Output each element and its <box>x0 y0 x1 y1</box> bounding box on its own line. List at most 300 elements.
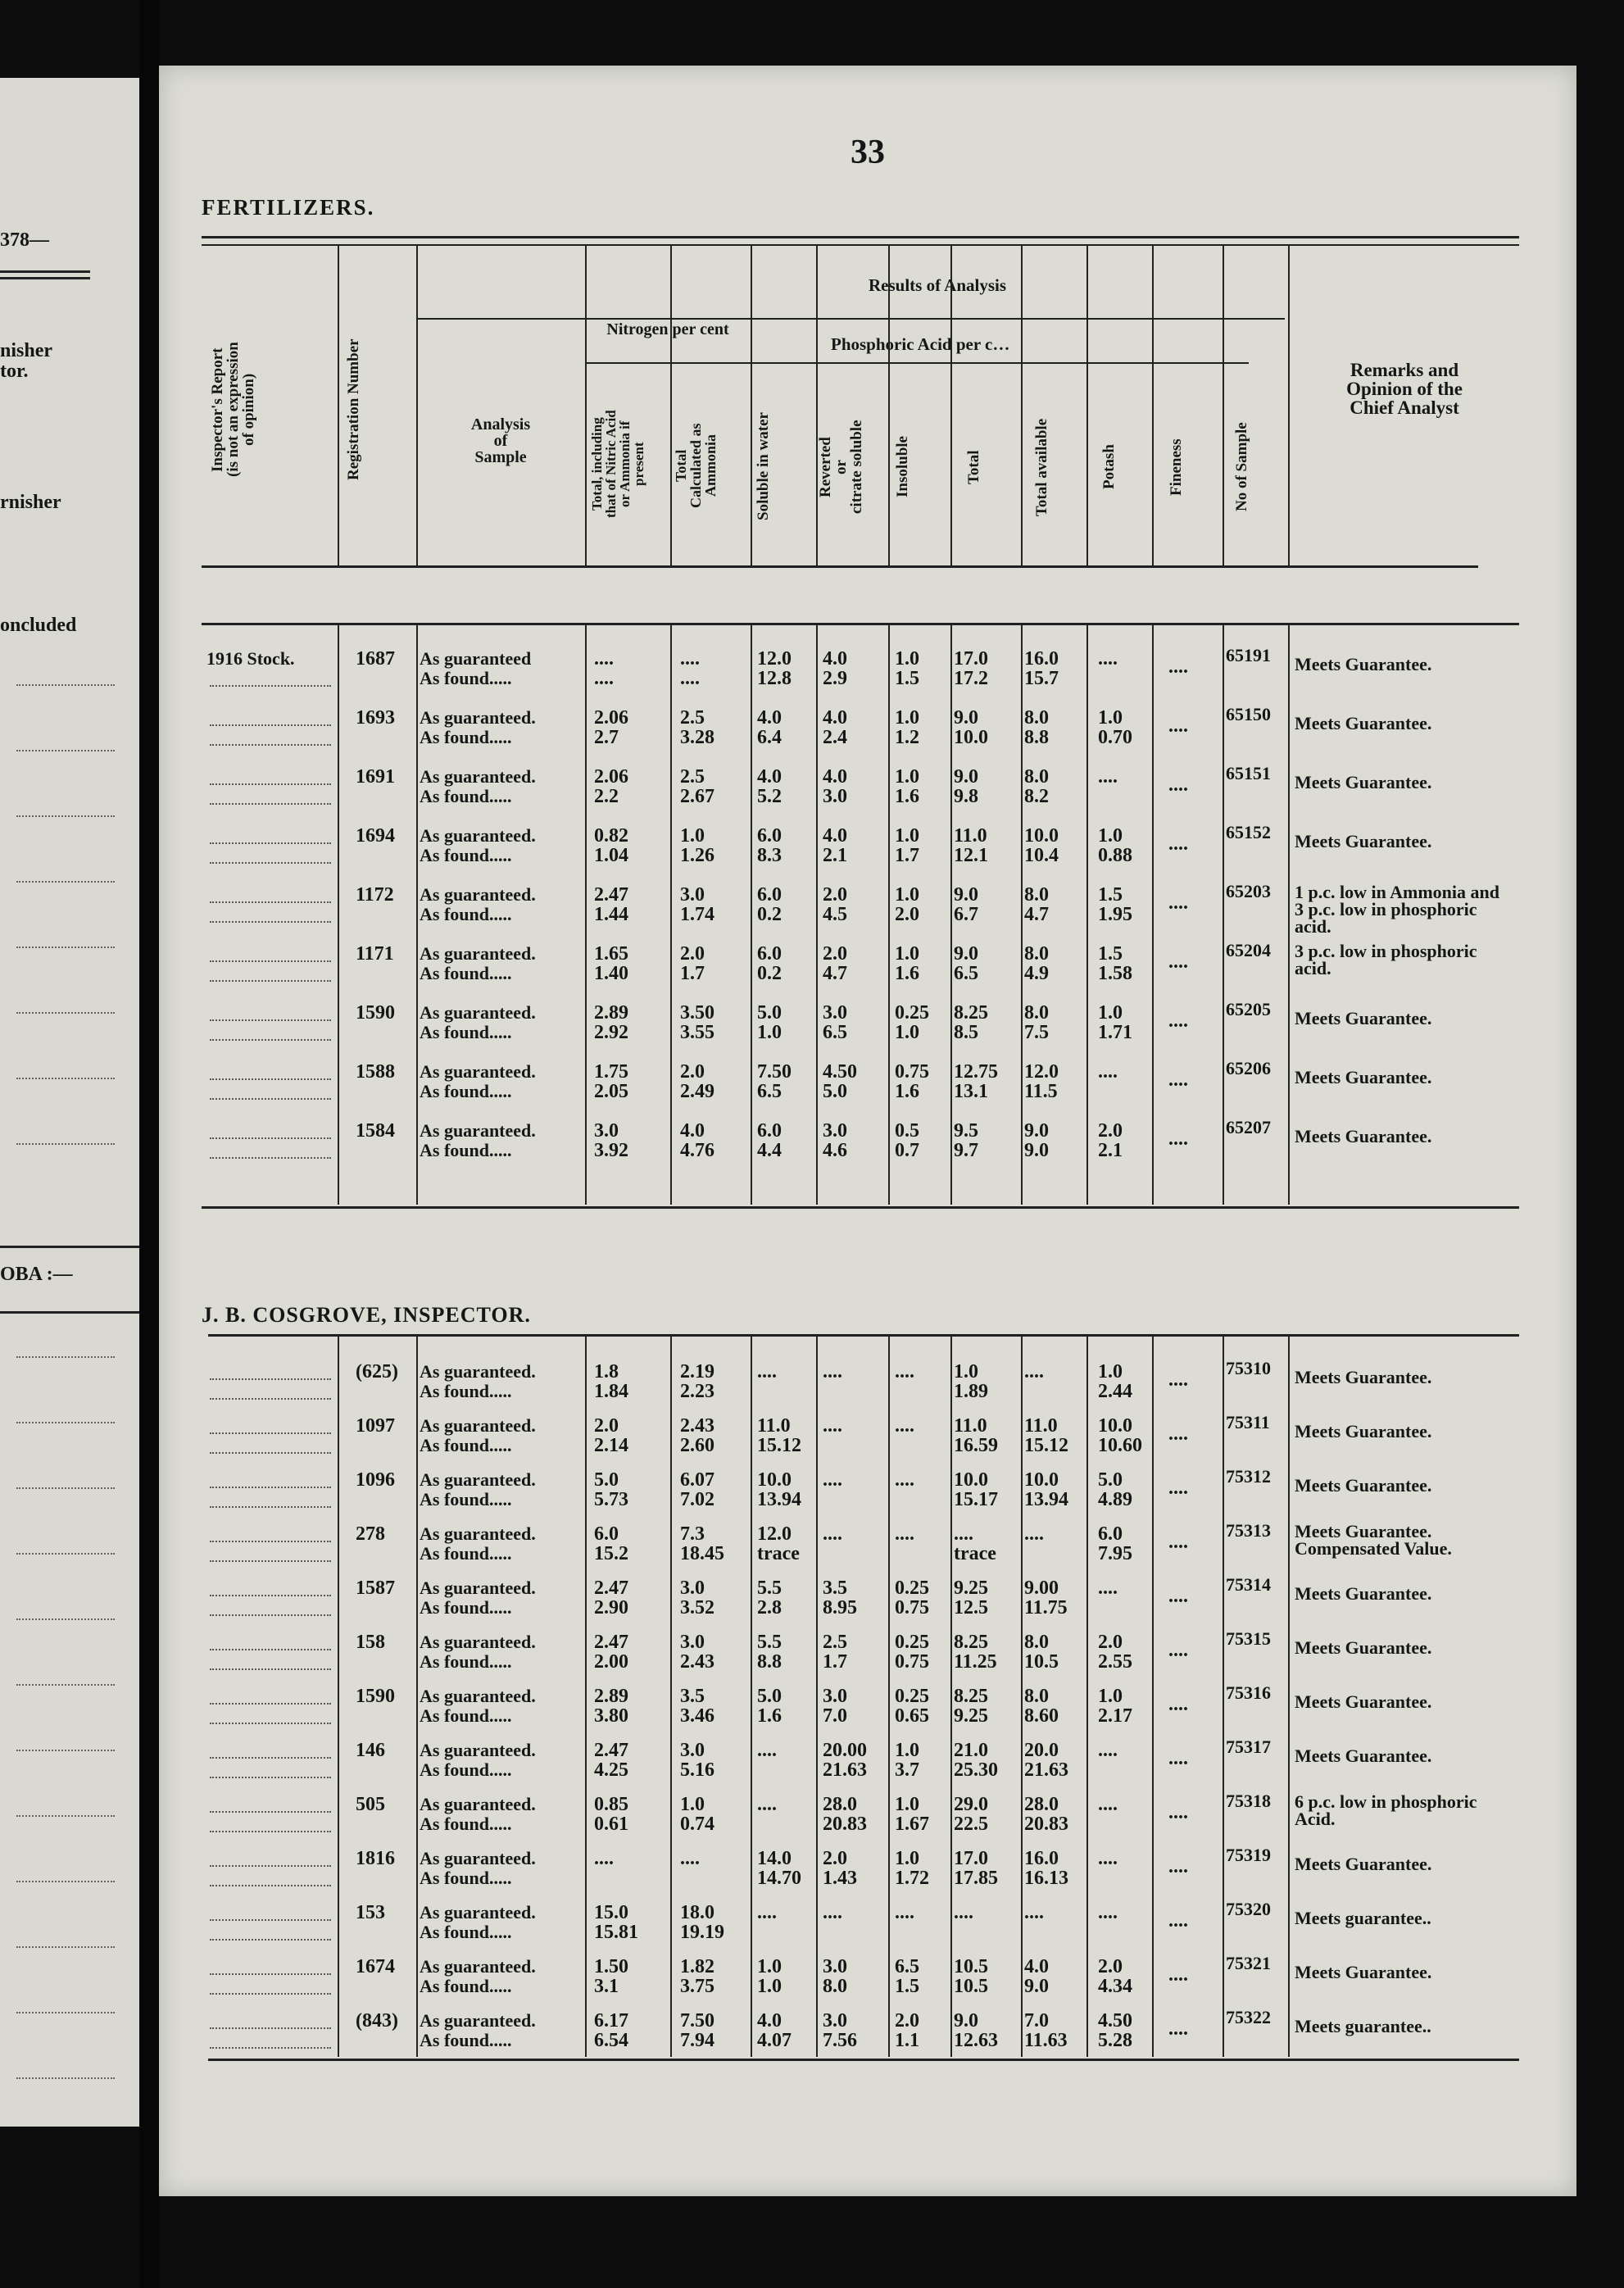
column-divider <box>338 624 339 1205</box>
value-guaranteed: 0.25 <box>895 1578 929 1599</box>
column-divider <box>950 1336 952 2057</box>
value-guaranteed: 3.0 <box>823 1002 847 1024</box>
registration-number: 1587 <box>356 1578 395 1599</box>
value-found: 6.5 <box>757 1081 782 1102</box>
dotted-leader <box>210 960 331 962</box>
sample-number: 65152 <box>1226 822 1271 842</box>
header-sample-number: No of Sample <box>1233 422 1250 512</box>
column-divider <box>670 246 672 565</box>
inspector-report-cell: 1916 Stock. <box>206 648 295 669</box>
value-guaranteed: 2.47 <box>594 1740 628 1761</box>
left-page-text: rnisher <box>0 492 61 513</box>
value-guaranteed: 9.25 <box>954 1578 988 1599</box>
column-divider <box>1288 624 1290 1205</box>
value-found: 10.0 <box>954 727 988 748</box>
header-phosphoric-acid: Phosphoric Acid per c… <box>831 334 1010 354</box>
dotted-leader <box>210 1487 331 1488</box>
column-divider <box>1223 246 1224 565</box>
value-guaranteed: 8.25 <box>954 1686 988 1707</box>
header-insoluble: Insoluble <box>894 436 911 498</box>
value-guaranteed: .... <box>757 1361 777 1382</box>
value-guaranteed: 9.0 <box>954 766 978 788</box>
value-found: 2.67 <box>680 786 714 807</box>
value-guaranteed: 6.0 <box>757 1120 782 1142</box>
value-guaranteed: 0.25 <box>895 1686 929 1707</box>
dotted-leader <box>210 2027 331 2029</box>
value-guaranteed: 1.0 <box>954 1361 978 1382</box>
value-guaranteed: 1.0 <box>895 884 919 906</box>
value-guaranteed: 8.0 <box>1024 943 1049 965</box>
value-found: 2.7 <box>594 727 619 748</box>
fineness-value: .... <box>1168 1856 1188 1877</box>
value-found: 4.34 <box>1098 1976 1132 1997</box>
dotted-leader <box>210 1919 331 1921</box>
value-found: 4.89 <box>1098 1489 1132 1510</box>
value-guaranteed: 9.0 <box>954 2010 978 2032</box>
value-found: 0.2 <box>757 904 782 925</box>
remark-text: Meets Guarantee. <box>1295 1583 1432 1604</box>
value-guaranteed: 1.0 <box>895 707 919 729</box>
header-soluble-in-water: Soluble in water <box>755 412 772 520</box>
value-found: 10.5 <box>1024 1651 1059 1673</box>
value-guaranteed: 2.0 <box>594 1415 619 1437</box>
value-guaranteed: 3.0 <box>823 1686 847 1707</box>
value-guaranteed: 6.5 <box>895 1956 919 1977</box>
column-divider <box>816 1336 818 2057</box>
registration-number: 146 <box>356 1740 385 1761</box>
analysis-found-label: As found..... <box>420 1140 512 1160</box>
analysis-guaranteed-label: As guaranteed. <box>420 1061 536 1082</box>
value-guaranteed: 1.0 <box>1098 707 1123 729</box>
value-found: 2.2 <box>594 786 619 807</box>
column-divider <box>585 246 587 565</box>
value-guaranteed: .... <box>823 1902 842 1923</box>
remark-text: Meets Guarantee. <box>1295 1067 1432 1087</box>
value-guaranteed: 7.0 <box>1024 2010 1049 2032</box>
analysis-guaranteed-label: As guaranteed. <box>420 884 536 905</box>
dotted-leader <box>210 2047 331 2049</box>
column-divider <box>1021 1336 1023 2057</box>
value-guaranteed: .... <box>895 1469 914 1491</box>
sample-number: 75319 <box>1226 1845 1271 1865</box>
value-guaranteed: 2.0 <box>680 1061 705 1083</box>
value-guaranteed: 2.0 <box>1098 1120 1123 1142</box>
dotted-leader <box>210 1541 331 1542</box>
value-guaranteed: .... <box>823 1361 842 1382</box>
header-total: Total <box>965 450 982 484</box>
value-found: 12.63 <box>954 2030 998 2051</box>
value-guaranteed: 2.0 <box>823 884 847 906</box>
remark-text: Meets Guarantee. <box>1295 1421 1432 1441</box>
value-guaranteed: 4.0 <box>823 825 847 847</box>
value-guaranteed: 10.5 <box>954 1956 988 1977</box>
left-page-text: nisher <box>0 340 53 361</box>
analysis-found-label: As found..... <box>420 1022 512 1042</box>
value-guaranteed: 1.0 <box>895 943 919 965</box>
value-guaranteed: .... <box>594 648 614 670</box>
value-found: 2.55 <box>1098 1651 1132 1673</box>
value-guaranteed: 5.5 <box>757 1632 782 1653</box>
header-rule-top <box>202 244 1519 246</box>
remark-text: Meets guarantee.. <box>1295 1908 1431 1928</box>
analysis-guaranteed-label: As guaranteed. <box>420 1578 536 1598</box>
value-guaranteed: 1.0 <box>1098 1361 1123 1382</box>
left-page-dots <box>16 1946 115 1948</box>
analysis-found-label: As found..... <box>420 1976 512 1996</box>
value-guaranteed: 8.25 <box>954 1632 988 1653</box>
analysis-found-label: As found..... <box>420 668 512 688</box>
value-found: 1.0 <box>895 1022 919 1043</box>
value-found: 9.0 <box>1024 1976 1049 1997</box>
value-found: 1.5 <box>895 668 919 689</box>
column-divider <box>888 624 890 1205</box>
value-found: 8.2 <box>1024 786 1049 807</box>
value-found: 13.1 <box>954 1081 988 1102</box>
value-guaranteed: 1.5 <box>1098 943 1123 965</box>
value-found: 9.25 <box>954 1705 988 1727</box>
value-guaranteed: 4.0 <box>757 2010 782 2032</box>
remark-text: 1 p.c. low in Ammonia and 3 p.c. low in phosphoric acid. <box>1295 882 1499 937</box>
value-found: 2.92 <box>594 1022 628 1043</box>
value-found: 6.54 <box>594 2030 628 2051</box>
registration-number: (843) <box>356 2010 398 2032</box>
value-guaranteed: 0.5 <box>895 1120 919 1142</box>
value-found: 15.81 <box>594 1922 638 1943</box>
value-guaranteed: .... <box>1098 1578 1118 1599</box>
value-guaranteed: 12.0 <box>1024 1061 1059 1083</box>
value-guaranteed: 7.3 <box>680 1523 705 1545</box>
fineness-value: .... <box>1168 1640 1188 1661</box>
value-guaranteed: 4.0 <box>757 766 782 788</box>
sample-number: 65203 <box>1226 881 1271 901</box>
value-guaranteed: 1.50 <box>594 1956 628 1977</box>
value-found: 5.28 <box>1098 2030 1132 2051</box>
value-guaranteed: .... <box>954 1523 973 1545</box>
registration-number: 1097 <box>356 1415 395 1437</box>
value-found: 2.05 <box>594 1081 628 1102</box>
section1-top-rule <box>202 623 1519 625</box>
value-guaranteed: 10.0 <box>1024 825 1059 847</box>
section1-bottom-rule <box>202 1206 1519 1209</box>
value-guaranteed: 3.0 <box>680 1740 705 1761</box>
value-found: 15.7 <box>1024 668 1059 689</box>
value-found: 2.43 <box>680 1651 714 1673</box>
sample-number: 75317 <box>1226 1736 1271 1757</box>
dotted-leader <box>210 1668 331 1670</box>
column-divider <box>1223 624 1224 1205</box>
remark-text: 6 p.c. low in phosphoric Acid. <box>1295 1791 1477 1829</box>
value-found: 3.46 <box>680 1705 714 1727</box>
value-guaranteed: 20.0 <box>1024 1740 1059 1761</box>
value-found: 3.52 <box>680 1597 714 1618</box>
value-found: 15.2 <box>594 1543 628 1564</box>
dotted-leader <box>210 1452 331 1454</box>
registration-number: 278 <box>356 1523 385 1545</box>
value-found: 3.55 <box>680 1022 714 1043</box>
value-guaranteed: .... <box>1098 648 1118 670</box>
column-divider <box>1086 1336 1088 2057</box>
fineness-value: .... <box>1168 1128 1188 1150</box>
sample-number: 75314 <box>1226 1574 1271 1595</box>
value-found: 12.1 <box>954 845 988 866</box>
value-guaranteed: 2.89 <box>594 1002 628 1024</box>
value-guaranteed: 17.0 <box>954 648 988 670</box>
value-found: 0.75 <box>895 1651 929 1673</box>
value-guaranteed: 10.0 <box>757 1469 792 1491</box>
fineness-value: .... <box>1168 1964 1188 1986</box>
value-guaranteed: 5.0 <box>757 1002 782 1024</box>
left-page-dots <box>16 1684 115 1686</box>
dotted-leader <box>210 1939 331 1941</box>
dotted-leader <box>210 1039 331 1041</box>
registration-number: 1172 <box>356 884 394 906</box>
value-guaranteed: 9.5 <box>954 1120 978 1142</box>
value-found: 8.8 <box>757 1651 782 1673</box>
analysis-found-label: As found..... <box>420 1435 512 1455</box>
dotted-leader <box>210 1649 331 1650</box>
value-guaranteed: 2.47 <box>594 1632 628 1653</box>
fineness-value: .... <box>1168 1010 1188 1032</box>
sample-number: 75322 <box>1226 2007 1271 2027</box>
value-found: 2.4 <box>823 727 847 748</box>
value-guaranteed: 1.0 <box>895 1794 919 1815</box>
registration-number: 158 <box>356 1632 385 1653</box>
value-guaranteed: 21.0 <box>954 1740 988 1761</box>
left-page-text: 378— <box>0 229 49 251</box>
value-guaranteed: 2.0 <box>680 943 705 965</box>
value-found: trace <box>757 1543 800 1564</box>
value-found: 1.44 <box>594 904 628 925</box>
sample-number: 65206 <box>1226 1058 1271 1078</box>
value-found: 1.6 <box>895 963 919 984</box>
value-guaranteed: 9.0 <box>954 884 978 906</box>
value-found: 8.95 <box>823 1597 857 1618</box>
left-page-dots <box>16 1553 115 1555</box>
analysis-guaranteed-label: As guaranteed. <box>420 1794 536 1814</box>
value-found: trace <box>954 1543 996 1564</box>
dotted-leader <box>210 862 331 864</box>
analysis-guaranteed-label: As guaranteed. <box>420 1415 536 1436</box>
value-found: 13.94 <box>1024 1489 1068 1510</box>
value-guaranteed: .... <box>757 1902 777 1923</box>
value-found: 2.14 <box>594 1435 628 1456</box>
value-guaranteed: .... <box>954 1902 973 1923</box>
analysis-guaranteed-label: As guaranteed. <box>420 1120 536 1141</box>
column-divider <box>1021 246 1023 565</box>
value-found: 12.8 <box>757 668 792 689</box>
header-inspector-report: Inspector's Report (is not an expression of opinion) <box>209 342 257 478</box>
value-guaranteed: 3.0 <box>823 2010 847 2032</box>
sample-number: 75315 <box>1226 1628 1271 1649</box>
dotted-leader <box>210 1757 331 1759</box>
value-guaranteed: 12.0 <box>757 1523 792 1545</box>
value-found: 1.58 <box>1098 963 1132 984</box>
value-found: 2.00 <box>594 1651 628 1673</box>
dotted-leader <box>210 1019 331 1021</box>
value-found: 0.61 <box>594 1814 628 1835</box>
analysis-found-label: As found..... <box>420 1814 512 1834</box>
value-found: 7.56 <box>823 2030 857 2051</box>
value-guaranteed: 1.0 <box>757 1956 782 1977</box>
value-guaranteed: .... <box>823 1415 842 1437</box>
dotted-leader <box>210 1777 331 1778</box>
value-found: 3.28 <box>680 727 714 748</box>
left-page-dots <box>16 1815 115 1817</box>
value-guaranteed: 28.0 <box>1024 1794 1059 1815</box>
value-guaranteed: 3.5 <box>680 1686 705 1707</box>
value-found: 16.13 <box>1024 1868 1068 1889</box>
value-guaranteed: 2.47 <box>594 884 628 906</box>
value-found: 2.0 <box>895 904 919 925</box>
value-guaranteed: 1.65 <box>594 943 628 965</box>
header-nitrogen-total: Total, including that of Nitric Acid or Ammonia if present <box>589 410 646 518</box>
value-guaranteed: 2.89 <box>594 1686 628 1707</box>
registration-number: 1590 <box>356 1002 395 1024</box>
analysis-found-label: As found..... <box>420 786 512 806</box>
left-page-text: OBA :— <box>0 1264 73 1285</box>
value-found: 1.7 <box>895 845 919 866</box>
dotted-leader <box>210 1865 331 1867</box>
column-divider <box>585 1336 587 2057</box>
fineness-value: .... <box>1168 1802 1188 1823</box>
remark-text: Meets Guarantee. <box>1295 654 1432 674</box>
value-found: 18.45 <box>680 1543 724 1564</box>
value-guaranteed: 6.07 <box>680 1469 714 1491</box>
header-fineness: Fineness <box>1168 438 1185 496</box>
value-guaranteed: 4.0 <box>1024 1956 1049 1977</box>
analysis-guaranteed-label: As guaranteed. <box>420 1632 536 1652</box>
value-found: 15.12 <box>1024 1435 1068 1456</box>
value-found: 14.70 <box>757 1868 801 1889</box>
analysis-found-label: As found..... <box>420 727 512 747</box>
value-found: .... <box>680 668 700 689</box>
value-guaranteed: .... <box>895 1361 914 1382</box>
header-analysis-of-sample: Analysis of Sample <box>470 415 531 466</box>
registration-number: 1171 <box>356 943 394 965</box>
dotted-leader <box>210 842 331 844</box>
value-guaranteed: 0.25 <box>895 1002 929 1024</box>
value-guaranteed: 6.0 <box>1098 1523 1123 1545</box>
remark-text: Meets Guarantee. <box>1295 1962 1432 1982</box>
remark-text: Meets Guarantee. <box>1295 1746 1432 1766</box>
value-found: 1.67 <box>895 1814 929 1835</box>
value-found: 7.02 <box>680 1489 714 1510</box>
column-divider <box>1288 246 1290 565</box>
analysis-guaranteed-label: As guaranteed. <box>420 1361 536 1382</box>
value-found: 1.71 <box>1098 1022 1132 1043</box>
value-guaranteed: 2.47 <box>594 1578 628 1599</box>
value-guaranteed: 6.0 <box>594 1523 619 1545</box>
value-guaranteed: 0.75 <box>895 1061 929 1083</box>
remark-text: Meets guarantee.. <box>1295 2016 1431 2036</box>
left-page-dots <box>16 881 115 883</box>
value-found: 1.6 <box>895 1081 919 1102</box>
value-found: 25.30 <box>954 1759 998 1781</box>
value-guaranteed: 5.0 <box>1098 1469 1123 1491</box>
value-guaranteed: 0.82 <box>594 825 628 847</box>
dotted-leader <box>210 1506 331 1508</box>
registration-number: 1816 <box>356 1848 395 1869</box>
value-guaranteed: .... <box>823 1469 842 1491</box>
column-divider <box>670 624 672 1205</box>
value-guaranteed: .... <box>1024 1902 1044 1923</box>
value-guaranteed: 3.50 <box>680 1002 714 1024</box>
value-guaranteed: 1.0 <box>1098 1002 1123 1024</box>
fineness-value: .... <box>1168 1423 1188 1445</box>
value-found: 2.1 <box>1098 1140 1123 1161</box>
header-registration-number: Registration Number <box>345 338 362 481</box>
value-guaranteed: .... <box>895 1523 914 1545</box>
value-found: 7.5 <box>1024 1022 1049 1043</box>
column-divider <box>1223 1336 1224 2057</box>
value-found: 2.60 <box>680 1435 714 1456</box>
value-guaranteed: .... <box>757 1794 777 1815</box>
column-divider <box>416 246 418 565</box>
value-guaranteed: .... <box>895 1902 914 1923</box>
value-found: 8.60 <box>1024 1705 1059 1727</box>
value-guaranteed: 11.0 <box>1024 1415 1058 1437</box>
dotted-leader <box>210 1811 331 1813</box>
analysis-found-label: As found..... <box>420 1543 512 1564</box>
value-found: 11.25 <box>954 1651 997 1673</box>
value-found: 15.12 <box>757 1435 801 1456</box>
remark-text: Meets Guarantee. Compensated Value. <box>1295 1521 1452 1559</box>
value-found: 1.0 <box>757 1022 782 1043</box>
value-found: 2.90 <box>594 1597 628 1618</box>
value-found: 19.19 <box>680 1922 724 1943</box>
section2-bottom-rule <box>208 2059 1519 2061</box>
value-guaranteed: .... <box>895 1415 914 1437</box>
fineness-value: .... <box>1168 656 1188 678</box>
analysis-guaranteed-label: As guaranteed. <box>420 943 536 964</box>
left-page-dots <box>16 750 115 751</box>
value-found: 5.16 <box>680 1759 714 1781</box>
value-guaranteed: 8.0 <box>1024 884 1049 906</box>
value-found: 1.1 <box>895 2030 919 2051</box>
value-guaranteed: 3.0 <box>823 1956 847 1977</box>
registration-number: 153 <box>356 1902 385 1923</box>
dotted-leader <box>210 1432 331 1434</box>
analysis-guaranteed-label: As guaranteed. <box>420 1902 536 1923</box>
analysis-found-label: As found..... <box>420 845 512 865</box>
value-guaranteed: .... <box>680 648 700 670</box>
value-found: 11.75 <box>1024 1597 1068 1618</box>
page-number: 33 <box>851 134 885 171</box>
fineness-value: .... <box>1168 2018 1188 2040</box>
value-found: 7.0 <box>823 1705 847 1727</box>
value-guaranteed: 4.0 <box>680 1120 705 1142</box>
value-guaranteed: 16.0 <box>1024 648 1059 670</box>
value-guaranteed: 1.0 <box>1098 1686 1123 1707</box>
left-page-rule <box>0 1246 139 1248</box>
header-remarks: Remarks and Opinion of the Chief Analyst <box>1346 360 1463 418</box>
value-found: 0.75 <box>895 1597 929 1618</box>
value-found: 8.8 <box>1024 727 1049 748</box>
value-guaranteed: 1.0 <box>895 766 919 788</box>
analysis-found-label: As found..... <box>420 1381 512 1401</box>
dotted-leader <box>210 1723 331 1724</box>
value-found: 4.9 <box>1024 963 1049 984</box>
value-guaranteed: 4.0 <box>757 707 782 729</box>
dotted-leader <box>210 901 331 903</box>
value-guaranteed: 3.0 <box>823 1120 847 1142</box>
value-found: 1.72 <box>895 1868 929 1889</box>
value-found: 4.5 <box>823 904 847 925</box>
left-page-text: tor. <box>0 361 29 382</box>
subgroup-rule <box>587 362 1249 364</box>
value-found: 6.5 <box>823 1022 847 1043</box>
value-found: .... <box>594 668 614 689</box>
